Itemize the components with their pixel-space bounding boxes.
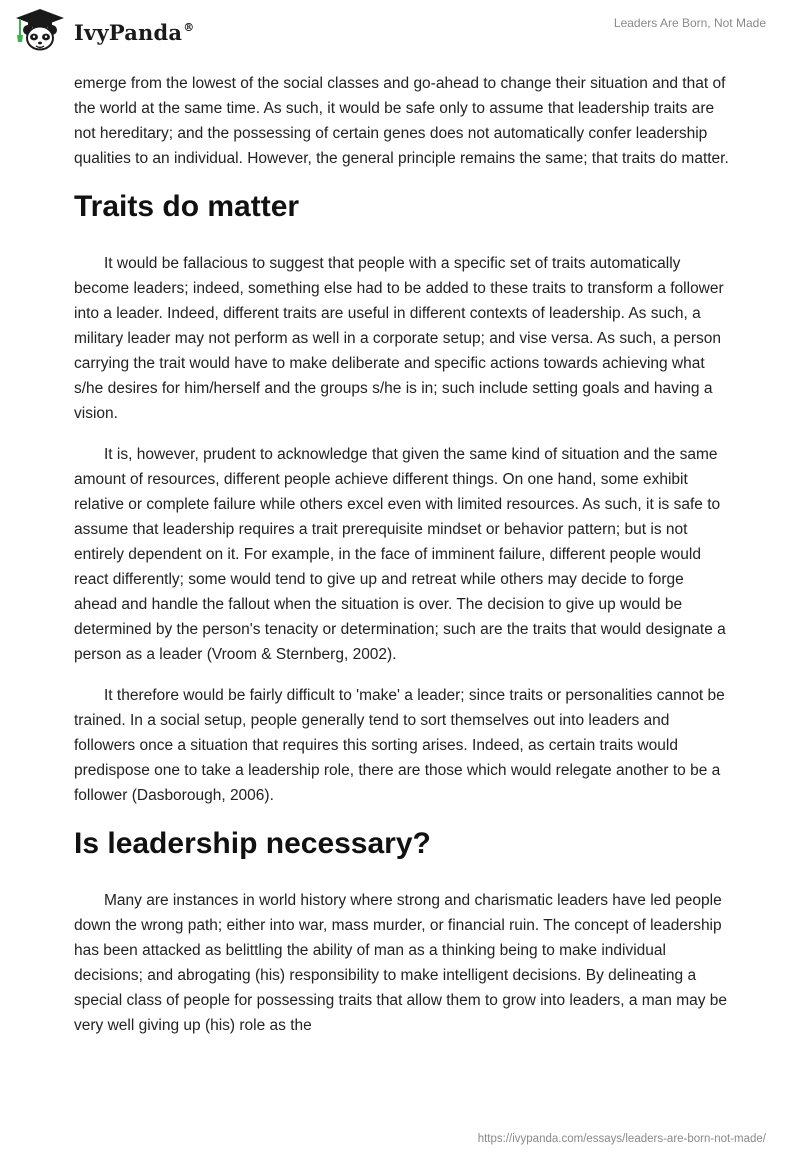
paragraph-necessary-1: Many are instances in world history where strong and charismatic leaders have led people down the wrong path; either into war, mass murder, or financial ruin. The concept of leadership has been attacked as belittling the ability of man as a thinking being to make individual decisions; and abrogating (his) responsibility to make intelligent decisions. By delineating a special class of people for possessing traits that allow them to grow into leaders, a man may be very well giving up (his) role as the bbox=[74, 892, 728, 1034]
paragraph-traits-1: It would be fallacious to suggest that people with a specific set of traits automatically become leaders; indeed, something else had to be added to these traits to transform a follower into a leader. Indeed, different traits are useful in different contexts of leadership. As such, a military leader may not perform as well in a corporate setup; and vise versa. As such, a person carrying the trait would have to make deliberate and specific actions towards achieving what s/he desires for him/herself and the groups s/he is in; such include setting goals and having a vision. bbox=[74, 255, 724, 422]
paragraph-traits-2: It is, however, prudent to acknowledge that given the same kind of situation and the same amount of resources, different people achieve different things. On one hand, some exhibit relative or complete failure while others excel even with limited resources. As such, it is safe to assume that leadership requires a trait prerequisite mindset or behavior pattern; but is not entirely dependent on it. For example, in the face of imminent failure, different people would react differently; some would tend to give up and retreat while others may decide to forge ahead and handle the fallout when the situation is over. The decision to give up would be determined by the person's tenacity or determination; such are the traits that would designate a person as a leader (Vroom & Sternberg, 2002). bbox=[74, 446, 726, 663]
paragraph-continuation: emerge from the lowest of the social classes and go-ahead to change their situation and that of the world at the same time. As such, it would be safe only to assume that leadership traits are not hereditary; and the possessing of certain genes does not automatically confer leadership qualities to an individual. However, the general principle remains the same; that traits do matter. bbox=[74, 75, 729, 167]
source-url[interactable]: https://ivypanda.com/essays/leaders-are-born-not-made/ bbox=[477, 1133, 766, 1145]
essay-body bbox=[74, 71, 730, 1054]
panda-graduation-cap-icon bbox=[14, 8, 66, 52]
logo[interactable] bbox=[14, 8, 194, 52]
registered-mark: ® bbox=[183, 20, 195, 34]
document-title: Leaders Are Born, Not Made bbox=[613, 16, 766, 30]
brand-name bbox=[74, 20, 194, 45]
paragraph-traits-3: It therefore would be fairly difficult to 'make' a leader; since traits or personalities cannot be trained. In a social setup, people generally tend to sort themselves out into leaders and followers once a situation that requires this sorting arises. Indeed, as certain traits would predispose one to take a leadership role, there are those which would relegate another to be a follower (Dasborough, 2006). bbox=[74, 687, 725, 804]
brand-text: IvyPanda bbox=[74, 19, 183, 45]
page-header bbox=[0, 0, 800, 66]
heading-is-leadership-necessary: Is leadership necessary? bbox=[74, 827, 431, 860]
heading-traits-do-matter: Traits do matter bbox=[74, 190, 300, 223]
